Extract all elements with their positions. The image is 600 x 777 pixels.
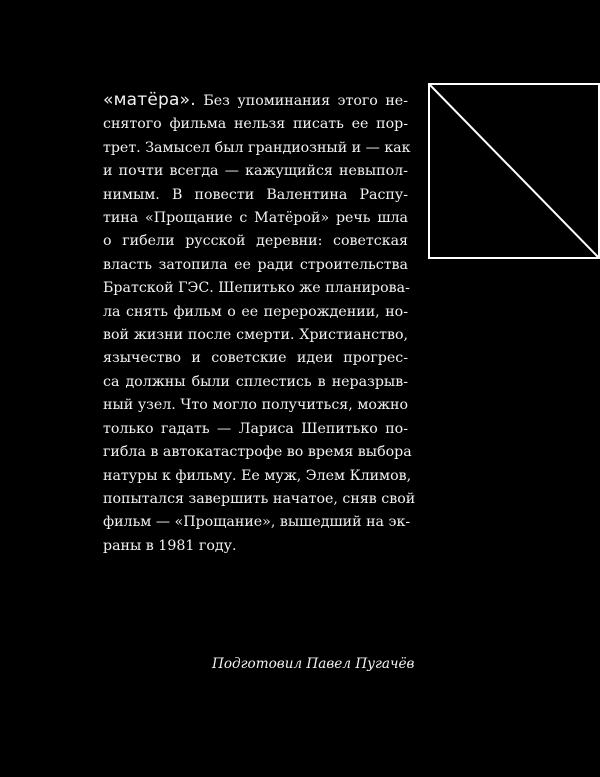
author-credit: Подготовил Павел Пугачёв — [212, 656, 415, 672]
article-line: снятого фильма нельзя писать ее пор- — [103, 116, 408, 133]
article-line: о гибели русской деревни: советская — [103, 233, 408, 250]
article-line: власть затопила ее ради строительства — [103, 256, 408, 273]
article-line: вой жизни после смерти. Христианство, — [103, 327, 408, 344]
article-line: попытался завершить начатое, сняв свой — [103, 490, 416, 507]
article-line: язычество и советские идеи прогрес- — [103, 350, 408, 367]
article-lead-word: «матёра». — [103, 90, 196, 110]
article-line: натуры к фильму. Ее муж, Элем Климов, — [103, 467, 412, 484]
article-line: только гадать — Лариса Шепитько по- — [103, 420, 408, 437]
article-line: тина «Прощание с Матёрой» речь шла — [103, 210, 408, 227]
article-line: и почти всегда — кажущийся невыпол- — [103, 163, 408, 180]
article-line-last: раны в 1981 году. — [103, 537, 237, 554]
article-line-1 — [103, 89, 408, 113]
figure-diagonal-line — [429, 84, 599, 258]
article-line: нимым. В повести Валентина Распу- — [103, 186, 408, 203]
article-line: гибла в автокатастрофе во время выбора — [103, 444, 412, 461]
article-line: са должны были сплестись в неразрыв- — [103, 373, 408, 390]
article-line: Братской ГЭС. Шепитько же планирова- — [103, 280, 410, 297]
article-line: ный узел. Что могло получиться, можно — [103, 397, 408, 414]
article-line: трет. Замысел был грандиозный и — как — [103, 139, 411, 156]
article-text — [103, 89, 416, 558]
article-line: фильм — «Прощание», вышедший на эк- — [103, 514, 411, 531]
article-line-1-text: Без упоминания этого не- — [195, 93, 408, 109]
article-line: ла снять фильм о ее перерождении, но- — [103, 303, 408, 320]
diagonal-square-figure — [428, 83, 600, 259]
